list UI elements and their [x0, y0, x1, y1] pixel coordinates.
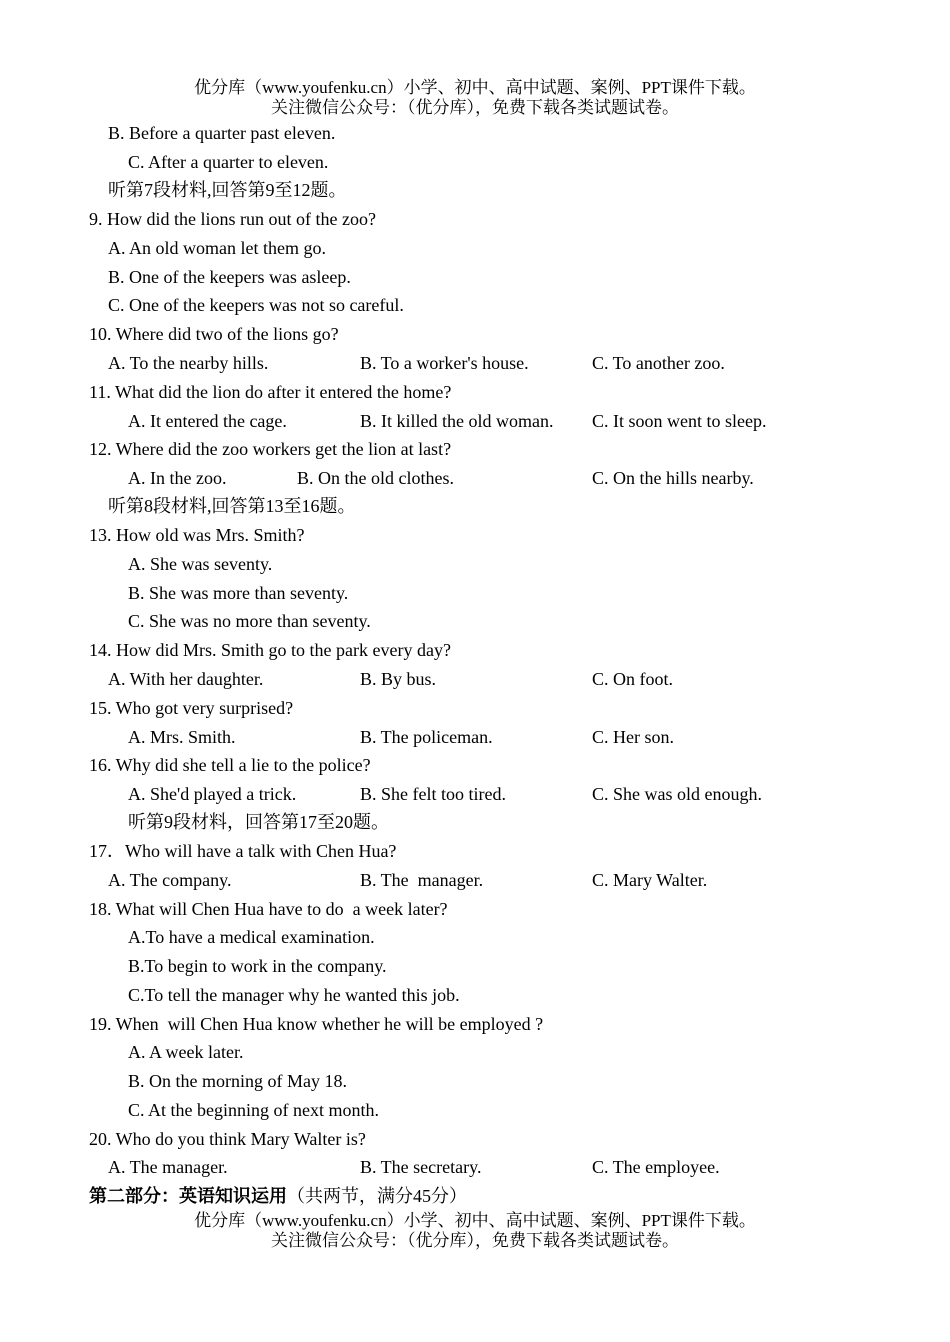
q20-option-a: A. The manager.: [108, 1157, 228, 1177]
q13-option-a: A. She was seventy.: [128, 554, 273, 574]
q17-option-a: A. The company.: [108, 870, 232, 890]
q17-option-b: B. The manager.: [360, 870, 484, 890]
q14-option-c: C. On foot.: [592, 669, 673, 689]
q20-option-c: C. The employee.: [592, 1157, 720, 1177]
q13-option-c: C. She was no more than seventy.: [128, 611, 371, 631]
q11-option-b: B. It killed the old woman.: [360, 411, 554, 431]
q18-option-c: C.To tell the manager why he wanted this job.: [128, 985, 460, 1005]
section-instruction-9: 听第9段材料，回答第17至20题。: [128, 812, 389, 832]
q20-option-b: B. The secretary.: [360, 1157, 482, 1177]
q9-option-c: C. One of the keepers was not so careful.: [108, 295, 404, 315]
q13-option-b: B. She was more than seventy.: [128, 583, 349, 603]
question-16: 16. Why did she tell a lie to the police?: [89, 755, 371, 775]
q11-option-c: C. It soon went to sleep.: [592, 411, 767, 431]
q9-option-a: A. An old woman let them go.: [108, 238, 326, 258]
q16-option-c: C. She was old enough.: [592, 784, 762, 804]
q15-option-c: C. Her son.: [592, 727, 674, 747]
question-18: 18. What will Chen Hua have to do a week later?: [89, 899, 448, 919]
question-14: 14. How did Mrs. Smith go to the park every day?: [89, 640, 451, 660]
question-19: 19. When will Chen Hua know whether he will be employed ?: [89, 1014, 544, 1034]
question-17: 17．Who will have a talk with Chen Hua?: [89, 841, 397, 861]
question-10: 10. Where did two of the lions go?: [89, 324, 339, 344]
q11-option-a: A. It entered the cage.: [128, 411, 287, 431]
q19-option-b: B. On the morning of May 18.: [128, 1071, 347, 1091]
q12-option-a: A. In the zoo.: [128, 468, 227, 488]
part-two-note: （共两节，满分45分）: [287, 1186, 467, 1206]
q10-option-c: C. To another zoo.: [592, 353, 725, 373]
question-15: 15. Who got very surprised?: [89, 698, 294, 718]
q14-option-a: A. With her daughter.: [108, 669, 264, 689]
q14-option-b: B. By bus.: [360, 669, 437, 689]
question-12: 12. Where did the zoo workers get the lion at last?: [89, 439, 452, 459]
q9-option-b: B. One of the keepers was asleep.: [108, 267, 351, 287]
q18-option-b: B.To begin to work in the company.: [128, 956, 387, 976]
question-13: 13. How old was Mrs. Smith?: [89, 525, 305, 545]
header-line-2: 关注微信公众号：（优分库），免费下载各类试题试卷。: [271, 98, 679, 117]
q15-option-a: A. Mrs. Smith.: [128, 727, 236, 747]
section-instruction-8: 听第8段材料,回答第13至16题。: [108, 496, 356, 516]
q18-option-a: A.To have a medical examination.: [128, 927, 375, 947]
q15-option-b: B. The policeman.: [360, 727, 493, 747]
part-two-heading: [89, 1185, 467, 1207]
question-9: 9. How did the lions run out of the zoo?: [89, 209, 376, 229]
q10-option-b: B. To a worker's house.: [360, 353, 529, 373]
part-two-title: 第二部分：英语知识运用: [89, 1186, 287, 1206]
footer-line-2: 关注微信公众号：（优分库），免费下载各类试题试卷。: [271, 1231, 679, 1250]
q17-option-c: C. Mary Walter.: [592, 870, 708, 890]
question-11: 11. What did the lion do after it entered the home?: [89, 382, 452, 402]
q16-option-b: B. She felt too tired.: [360, 784, 506, 804]
q12-option-b: B. On the old clothes.: [297, 468, 454, 488]
q19-option-c: C. At the beginning of next month.: [128, 1100, 379, 1120]
section-instruction-7: 听第7段材料,回答第9至12题。: [108, 180, 347, 200]
q19-option-a: A. A week later.: [128, 1042, 244, 1062]
question-20: 20. Who do you think Mary Walter is?: [89, 1129, 366, 1149]
q10-option-a: A. To the nearby hills.: [108, 353, 269, 373]
header-line-1: 优分库（www.youfenku.cn）小学、初中、高中试题、案例、PPT课件下载。: [194, 78, 756, 97]
option-c: C. After a quarter to eleven.: [128, 152, 329, 172]
footer-line-1: 优分库（www.youfenku.cn）小学、初中、高中试题、案例、PPT课件下载。: [194, 1211, 756, 1230]
q12-option-c: C. On the hills nearby.: [592, 468, 754, 488]
q16-option-a: A. She'd played a trick.: [128, 784, 297, 804]
option-b: B. Before a quarter past eleven.: [108, 123, 336, 143]
